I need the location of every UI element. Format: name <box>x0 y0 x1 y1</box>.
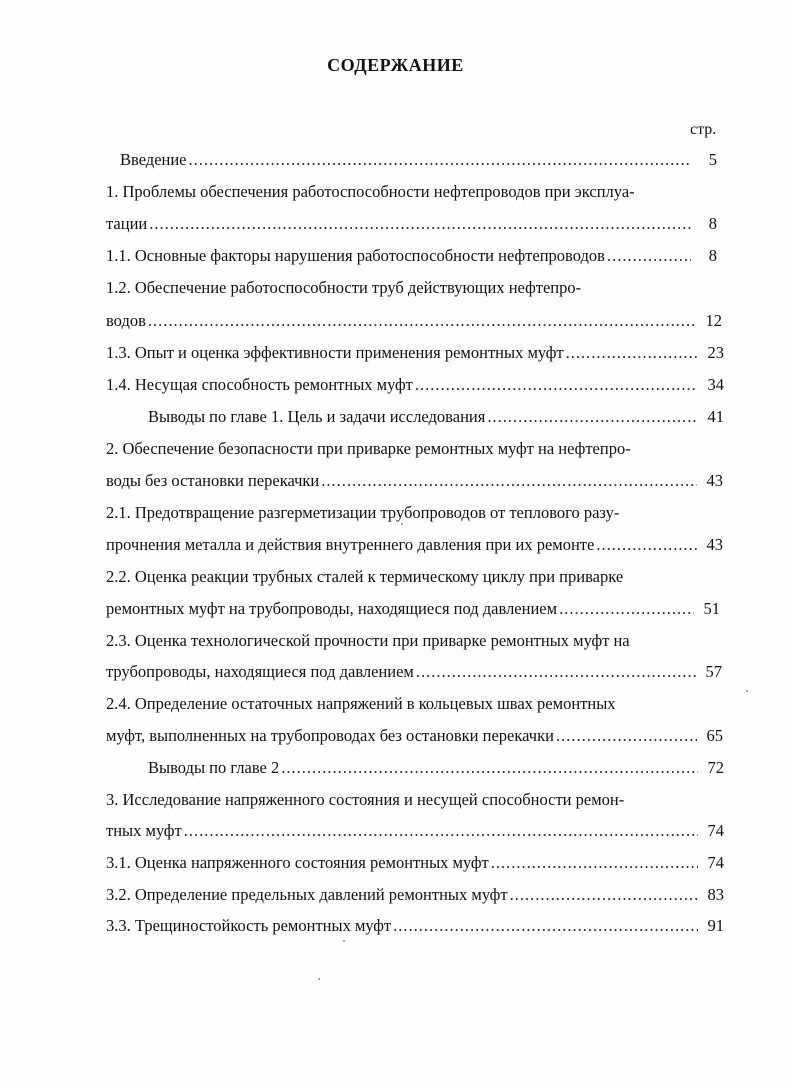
toc-entry-page: 8 <box>708 246 717 265</box>
toc-entry-page: 83 <box>707 885 724 904</box>
toc-entry-page: 43 <box>706 535 723 554</box>
toc-entry-text: 1.4. Несущая способность ремонтных муфт <box>106 375 413 394</box>
toc-entry <box>106 599 720 619</box>
toc-entry-text: 3.3. Трещиностойкость ремонтных муфт <box>106 916 392 935</box>
toc-entry <box>106 821 724 841</box>
leader-dots <box>556 726 697 746</box>
toc-entry-text: 3.2. Определение предельных давлений ремонтных муфт <box>106 885 508 904</box>
toc-entry <box>106 885 724 905</box>
scan-speck <box>401 523 403 525</box>
toc-entry-page: 23 <box>707 343 724 362</box>
scan-speck <box>343 940 345 942</box>
toc-entry <box>148 407 724 427</box>
scan-speck <box>746 690 748 692</box>
leader-dots <box>281 758 698 778</box>
toc-entry-text: прочнения металла и действия внутреннего давления при их ремонте <box>106 535 595 554</box>
toc-entry-text: трубопроводы, находящиеся под давлением <box>106 662 414 681</box>
leader-dots <box>607 246 691 266</box>
leader-dots <box>510 885 698 905</box>
leader-dots <box>491 853 698 873</box>
leader-dots <box>416 662 696 682</box>
toc-entry-text: 1.3. Опыт и оценка эффективности применения ремонтных муфт <box>106 343 564 362</box>
toc-entry-text: муфт, выполненных на трубопроводах без остановки перекачки <box>106 726 554 745</box>
toc-entry-page: 5 <box>708 150 717 169</box>
toc-entry-text: водов <box>106 311 146 330</box>
toc-entry-page: 43 <box>706 471 723 490</box>
toc-entry-text: Выводы по главе 1. Цель и задачи исследования <box>148 407 486 426</box>
toc-entry-line: 2.3. Оценка технологической прочности при приварке ремонтных муфт на <box>106 631 630 650</box>
leader-dots <box>487 407 698 427</box>
page-column-label: стр. <box>690 121 717 138</box>
toc-entry-line: 3. Исследование напряженного состояния и несущей способности ремон- <box>106 790 625 809</box>
toc-entry-page: 8 <box>708 214 717 233</box>
leader-dots <box>189 150 691 170</box>
leader-dots <box>184 821 698 841</box>
toc-entry-text: тации <box>106 214 148 233</box>
toc-entry <box>106 343 724 363</box>
toc-entry-page: 91 <box>707 916 724 935</box>
toc-entry <box>106 246 717 266</box>
page-title: СОДЕРЖАНИЕ <box>327 55 464 75</box>
scan-speck <box>318 978 320 980</box>
toc-entry-page: 74 <box>707 853 724 872</box>
toc-entry <box>106 535 723 555</box>
toc-entry-text: 3.1. Оценка напряженного состояния ремонтных муфт <box>106 853 489 872</box>
toc-entry <box>106 214 717 234</box>
leader-dots <box>596 535 697 555</box>
leader-dots <box>148 311 696 331</box>
toc-entry-line: 2. Обеспечение безопасности при приварке ремонтных муфт на нефтепро- <box>106 439 631 458</box>
toc-entry-page: 34 <box>707 375 724 394</box>
toc-entry-text: воды без остановки перекачки <box>106 471 320 490</box>
toc-entry-page: 41 <box>707 407 724 426</box>
toc-entry-text: Введение <box>120 150 187 169</box>
toc-entry <box>106 471 723 491</box>
toc-entry-line: 1.2. Обеспечение работоспособности труб действующих нефтепро- <box>106 278 582 297</box>
toc-entry-page: 65 <box>706 726 723 745</box>
toc-entry <box>106 726 723 746</box>
toc-entry-line: 2.1. Предотвращение разгерметизации трубопроводов от теплового разу- <box>106 503 620 522</box>
toc-entry <box>120 150 717 170</box>
toc-entry-line: 2.2. Оценка реакции трубных сталей к термическому циклу при приварке <box>106 567 624 586</box>
leader-dots <box>559 599 694 619</box>
leader-dots <box>149 214 691 234</box>
toc-entry-text: тных муфт <box>106 821 182 840</box>
leader-dots <box>566 343 698 363</box>
toc-entry-line: 2.4. Определение остаточных напряжений в кольцевых швах ремонтных <box>106 694 616 713</box>
toc-entry <box>106 375 724 395</box>
toc-entry <box>106 916 724 936</box>
toc-entry-page: 74 <box>707 821 724 840</box>
toc-entry-page: 51 <box>703 599 720 618</box>
toc-entry-page: 57 <box>705 662 722 681</box>
leader-dots <box>415 375 698 395</box>
leader-dots <box>321 471 697 491</box>
toc-entry-text: ремонтных муфт на трубопроводы, находящиеся под давлением <box>106 599 558 618</box>
toc-entry-page: 72 <box>707 758 724 777</box>
toc-entry <box>106 311 722 331</box>
toc-entry <box>106 853 724 873</box>
toc-entry <box>148 758 724 778</box>
toc-entry-line: 1. Проблемы обеспечения работоспособности нефтепроводов при эксплуа- <box>106 182 635 201</box>
leader-dots <box>393 916 698 936</box>
toc-entry-text: 1.1. Основные факторы нарушения работоспособности нефтепроводов <box>106 246 605 265</box>
toc-entry-page: 12 <box>705 311 722 330</box>
toc-entry <box>106 662 722 682</box>
toc-entry-text: Выводы по главе 2 <box>148 758 280 777</box>
